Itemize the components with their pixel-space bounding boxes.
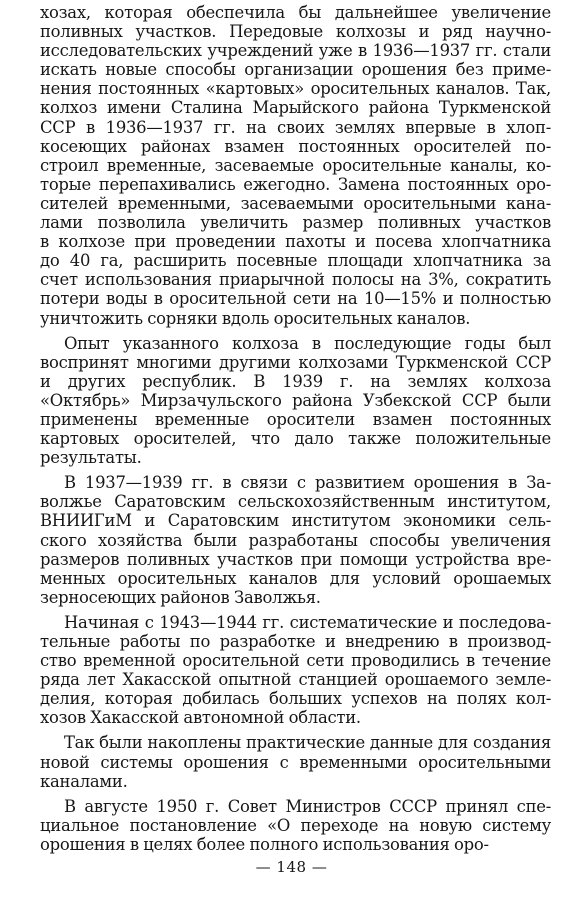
text-line: сителей временными, засеваемыми оросительными кана- [40,193,551,213]
text-line: колхоз имени Сталина Марыйского района Туркменской [40,98,551,118]
text-line: волжье Саратовским сельскохозяйственным институтом, [40,492,551,512]
book-page [40,3,551,854]
page-number: — 148 — [255,858,328,876]
text-line: размеров поливных участков при помощи устройства вре- [40,549,551,569]
text-line: счет использования приарычной полосы на 3%, сократить [40,270,551,290]
text-line: поливных участков. Передовые колхозы и ряд научно- [40,22,551,42]
text-line: циальное постановление «О переходе на новую систему [40,815,551,835]
text-line: ряда лет Хакасской опытной станцией орошаемого земле- [40,670,551,690]
paragraph [40,733,551,790]
text-line: новой системы орошения с временными оросительными [40,752,551,772]
text-line: хозах, которая обеспечила бы дальнейшее увеличение [40,3,551,22]
text-line: тельные работы по разработке и внедрению в производ- [40,632,551,651]
text-line: в колхозе при проведении пахоты и посева хлопчатника [40,232,551,252]
text-line: менных оросительных каналов для условий орошаемых [40,568,551,588]
paragraph [40,797,551,854]
paragraph [40,613,551,728]
text-line: Начиная с 1943—1944 гг. систематические и последова- [64,612,551,632]
text-line: исследовательских учреждений уже в 1936—1937 гг. стали [40,41,551,61]
text-line: делия, которая добилась больших успехов на полях кол- [40,689,551,709]
text-line: ССР в 1936—1937 гг. на своих землях впервые в хлоп- [40,117,551,137]
text-line: Опыт указанного колхоза в последующие годы был [64,333,551,353]
text-line: ского хозяйства были разработаны способы увеличения [40,530,551,550]
text-line: уничтожить сорняки вдоль оросительных каналов. [40,308,471,328]
text-line: Так были накоплены практические данные для создания [64,733,551,753]
text-line: результаты. [40,448,142,468]
text-line: применены временные оросители взамен постоянных [40,409,551,429]
paragraph [40,334,551,468]
text-line: и других республик. В 1939 г. на землях колхоза [40,371,551,391]
paragraph [40,473,551,607]
text-line: воспринят многими другими колхозами Туркменской ССР [40,352,551,372]
text-line: до 40 га, расширить посевные площади хлопчатника за [40,251,551,271]
text-line: нения постоянных «картовых» оросительных каналов. Так, [40,79,551,99]
text-line: орошения в целях более полного использования оро- [40,834,489,854]
text-line: ство временной оросительной сети проводились в течение [40,651,551,671]
text-line: искать новые способы организации орошения без приме- [40,60,551,80]
text-line: ВНИИГиМ и Саратовским институтом экономики сель- [40,511,551,531]
text-line: В августе 1950 г. Совет Министров СССР принял спе- [64,796,551,816]
text-line: лами позволила увеличить размер поливных участков [40,213,551,233]
text-line: В 1937—1939 гг. в связи с развитием орошения в За- [64,473,551,493]
text-line: торые перепахивались ежегодно. Замена постоянных оро- [40,174,551,194]
text-line: «Октябрь» Мирзачульского района Узбекской ССР были [40,390,551,410]
text-line: каналами. [40,771,128,791]
text-line: потери воды в оросительной сети на 10—15% и полностью [40,289,551,309]
text-line: хозов Хакасской автономной области. [40,708,361,728]
text-line: косеющих районах взамен постоянных оросителей по- [40,136,551,156]
paragraph [40,3,551,328]
text-line: строил временные, засеваемые оросительные каналы, ко- [40,155,551,175]
text-line: картовых оросителей, что дало также положительные [40,429,551,449]
text-line: зерносеющих районов Заволжья. [40,587,321,607]
